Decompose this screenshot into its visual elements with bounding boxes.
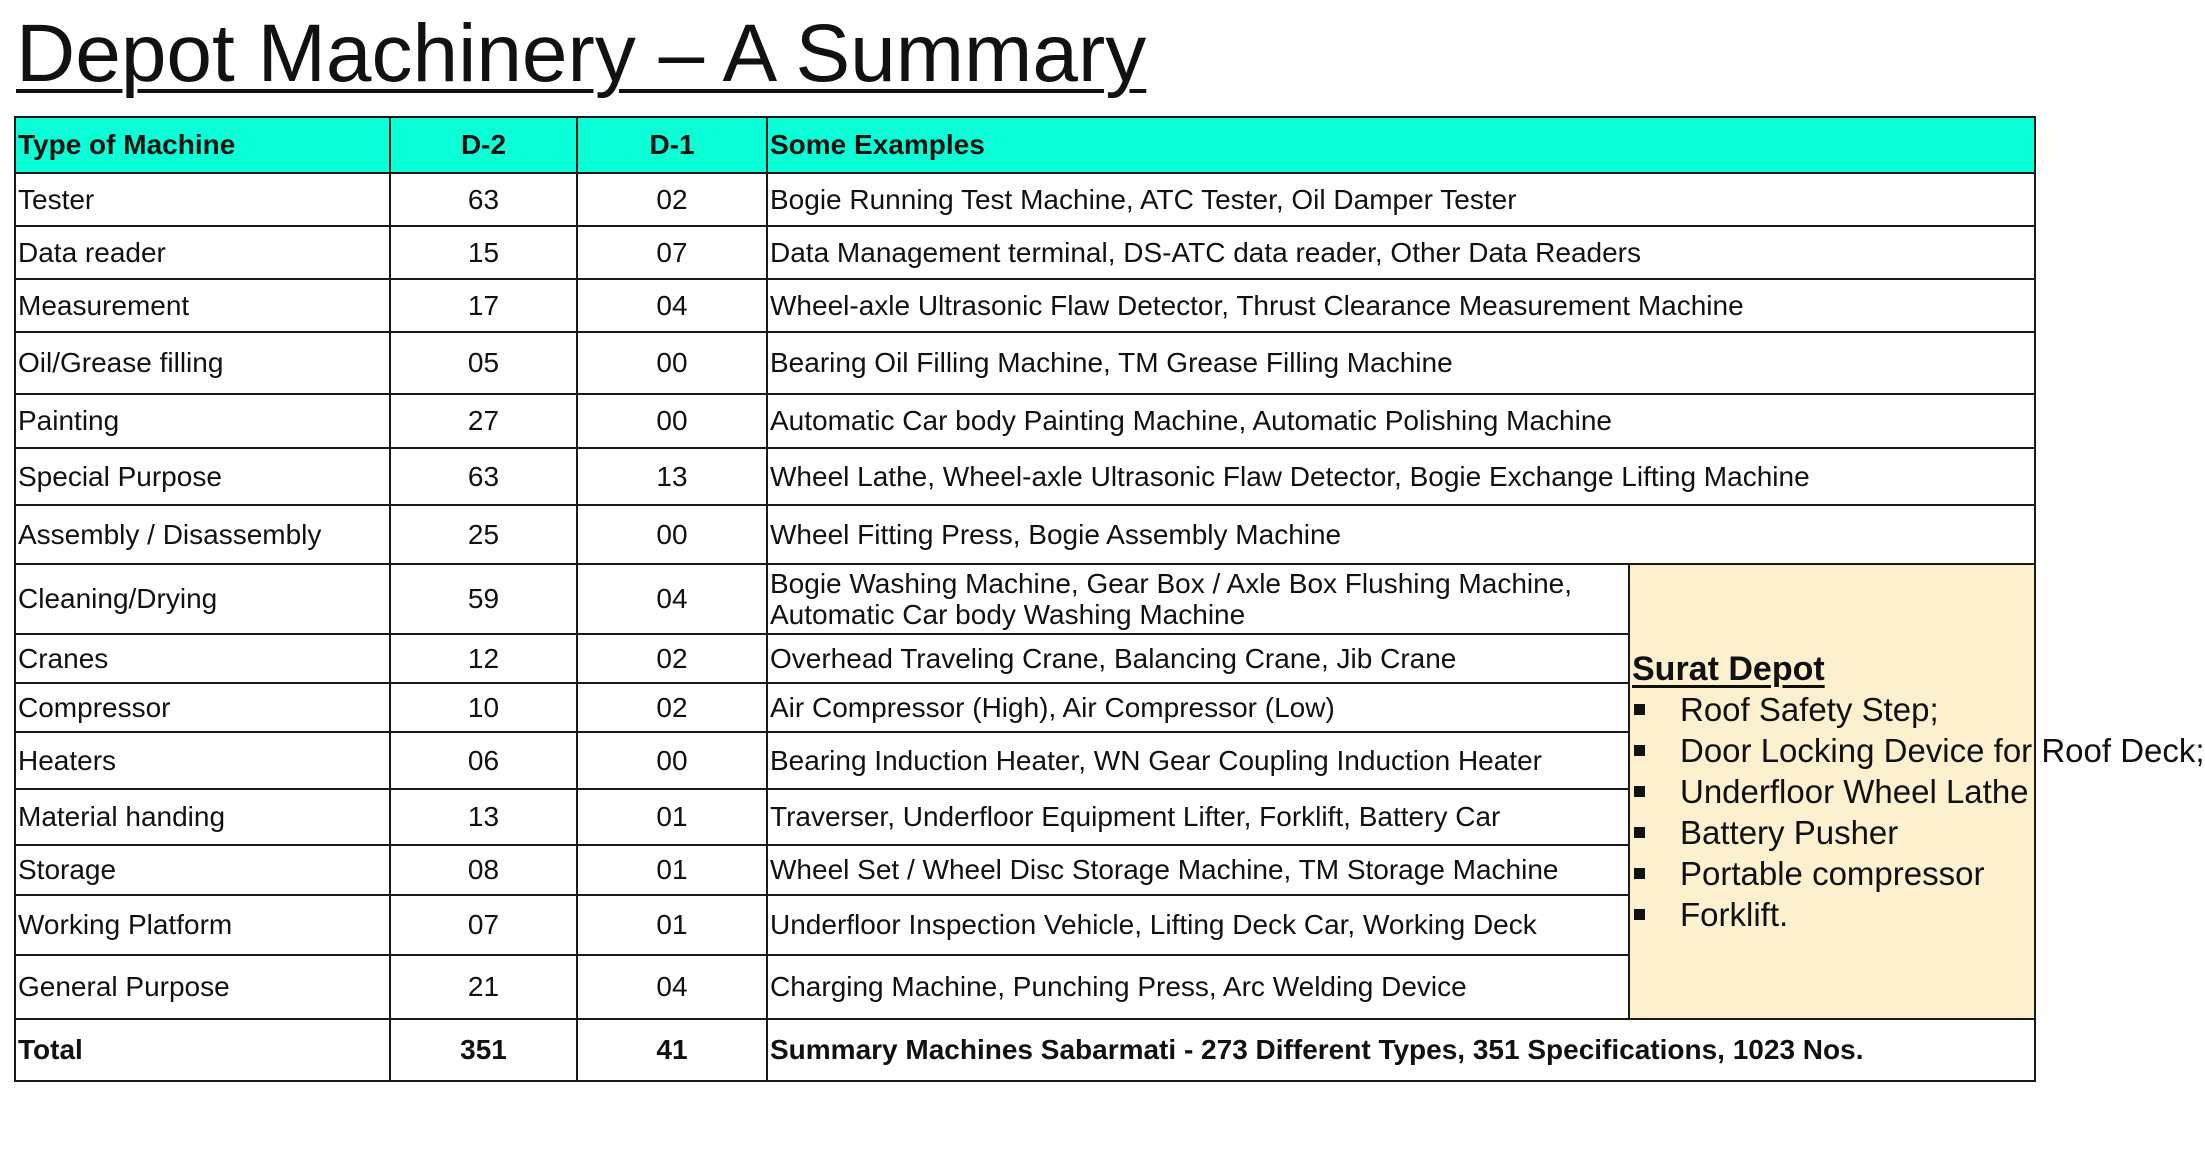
cell-examples: Wheel-axle Ultrasonic Flaw Detector, Thrust Clearance Measurement Machine <box>767 279 2035 332</box>
cell-examples: Bogie Washing Machine, Gear Box / Axle Box Flushing Machine, Automatic Car body Washing Machine <box>767 564 1629 634</box>
cell-d2: 13 <box>390 789 577 845</box>
cell-type: Oil/Grease filling <box>15 332 390 394</box>
cell-d2: 27 <box>390 394 577 448</box>
list-item-text: Underfloor Wheel Lathe <box>1680 772 2029 810</box>
cell-d2: 12 <box>390 634 577 683</box>
list-item <box>1632 731 2205 770</box>
cell-d2: 63 <box>390 173 577 226</box>
surat-depot-list <box>1632 690 2205 934</box>
table-header-row <box>15 117 2035 173</box>
cell-d2: 59 <box>390 564 577 634</box>
total-summary: Summary Machines Sabarmati - 273 Different Types, 351 Specifications, 1023 Nos. <box>767 1019 2035 1081</box>
cell-d1: 04 <box>577 564 767 634</box>
cell-d1: 07 <box>577 226 767 279</box>
square-bullet-icon <box>1634 868 1645 879</box>
list-item-text: Battery Pusher <box>1680 813 1899 851</box>
table-row <box>15 279 2035 332</box>
cell-type: Assembly / Disassembly <box>15 505 390 564</box>
cell-d1: 04 <box>577 955 767 1019</box>
square-bullet-icon <box>1634 827 1645 838</box>
cell-examples: Wheel Lathe, Wheel-axle Ultrasonic Flaw Detector, Bogie Exchange Lifting Machine <box>767 448 2035 505</box>
list-item-text: Door Locking Device for Roof Deck; <box>1680 731 2205 769</box>
cell-type: Data reader <box>15 226 390 279</box>
cell-examples: Wheel Fitting Press, Bogie Assembly Machine <box>767 505 2035 564</box>
table-total-row <box>15 1019 2035 1081</box>
cell-d1: 01 <box>577 895 767 955</box>
cell-examples: Automatic Car body Painting Machine, Automatic Polishing Machine <box>767 394 2035 448</box>
cell-d1: 04 <box>577 279 767 332</box>
list-item-text: Portable compressor <box>1680 854 1985 892</box>
surat-depot-box <box>1629 564 2205 1019</box>
list-item-text: Forklift. <box>1680 895 1789 933</box>
square-bullet-icon <box>1634 704 1645 715</box>
cell-type: Material handing <box>15 789 390 845</box>
cell-d1: 00 <box>577 394 767 448</box>
table-row <box>15 448 2035 505</box>
cell-type: Special Purpose <box>15 448 390 505</box>
list-item <box>1632 813 2032 852</box>
cell-type: Cleaning/Drying <box>15 564 390 634</box>
cell-examples: Bearing Induction Heater, WN Gear Coupling Induction Heater <box>767 732 1629 789</box>
square-bullet-icon <box>1634 786 1645 797</box>
cell-examples: Bogie Running Test Machine, ATC Tester, Oil Damper Tester <box>767 173 2035 226</box>
list-item <box>1632 772 2032 811</box>
surat-depot-title: Surat Depot <box>1632 649 1825 688</box>
cell-examples: Bearing Oil Filling Machine, TM Grease Filling Machine <box>767 332 2035 394</box>
list-item <box>1632 895 2032 934</box>
cell-d2: 21 <box>390 955 577 1019</box>
cell-examples: Air Compressor (High), Air Compressor (Low) <box>767 683 1629 732</box>
cell-type: Working Platform <box>15 895 390 955</box>
header-d1: D-1 <box>577 117 767 173</box>
cell-examples: Underfloor Inspection Vehicle, Lifting Deck Car, Working Deck <box>767 895 1629 955</box>
table-row <box>15 226 2035 279</box>
table-row <box>15 173 2035 226</box>
total-label: Total <box>15 1019 390 1081</box>
cell-d2: 07 <box>390 895 577 955</box>
cell-type: Tester <box>15 173 390 226</box>
cell-type: Heaters <box>15 732 390 789</box>
cell-d1: 01 <box>577 789 767 845</box>
total-d1: 41 <box>577 1019 767 1081</box>
header-d2: D-2 <box>390 117 577 173</box>
table-row <box>15 332 2035 394</box>
table-row <box>15 505 2035 564</box>
table-row <box>15 564 2035 634</box>
cell-d2: 63 <box>390 448 577 505</box>
cell-examples: Charging Machine, Punching Press, Arc Welding Device <box>767 955 1629 1019</box>
machinery-table <box>14 116 2205 1082</box>
cell-examples: Data Management terminal, DS-ATC data reader, Other Data Readers <box>767 226 2035 279</box>
cell-d1: 01 <box>577 845 767 895</box>
cell-examples: Overhead Traveling Crane, Balancing Crane, Jib Crane <box>767 634 1629 683</box>
cell-type: Compressor <box>15 683 390 732</box>
square-bullet-icon <box>1634 745 1645 756</box>
total-d2: 351 <box>390 1019 577 1081</box>
list-item <box>1632 854 2032 893</box>
cell-d1: 02 <box>577 683 767 732</box>
cell-examples: Wheel Set / Wheel Disc Storage Machine, TM Storage Machine <box>767 845 1629 895</box>
cell-d2: 17 <box>390 279 577 332</box>
header-some-examples: Some Examples <box>767 117 2035 173</box>
table-row <box>15 394 2035 448</box>
cell-type: Storage <box>15 845 390 895</box>
cell-d2: 10 <box>390 683 577 732</box>
cell-d1: 00 <box>577 332 767 394</box>
list-item <box>1632 690 2032 729</box>
cell-d1: 00 <box>577 732 767 789</box>
cell-d1: 00 <box>577 505 767 564</box>
cell-type: General Purpose <box>15 955 390 1019</box>
cell-d2: 25 <box>390 505 577 564</box>
cell-d1: 13 <box>577 448 767 505</box>
cell-d2: 08 <box>390 845 577 895</box>
page-title: Depot Machinery – A Summary <box>16 8 1147 99</box>
cell-examples: Traverser, Underfloor Equipment Lifter, Forklift, Battery Car <box>767 789 1629 845</box>
cell-d1: 02 <box>577 634 767 683</box>
cell-type: Painting <box>15 394 390 448</box>
cell-d2: 05 <box>390 332 577 394</box>
cell-type: Cranes <box>15 634 390 683</box>
cell-d1: 02 <box>577 173 767 226</box>
list-item-text: Roof Safety Step; <box>1680 690 1939 728</box>
cell-type: Measurement <box>15 279 390 332</box>
header-type-of-machine: Type of Machine <box>15 117 390 173</box>
square-bullet-icon <box>1634 909 1645 920</box>
cell-d2: 15 <box>390 226 577 279</box>
cell-d2: 06 <box>390 732 577 789</box>
